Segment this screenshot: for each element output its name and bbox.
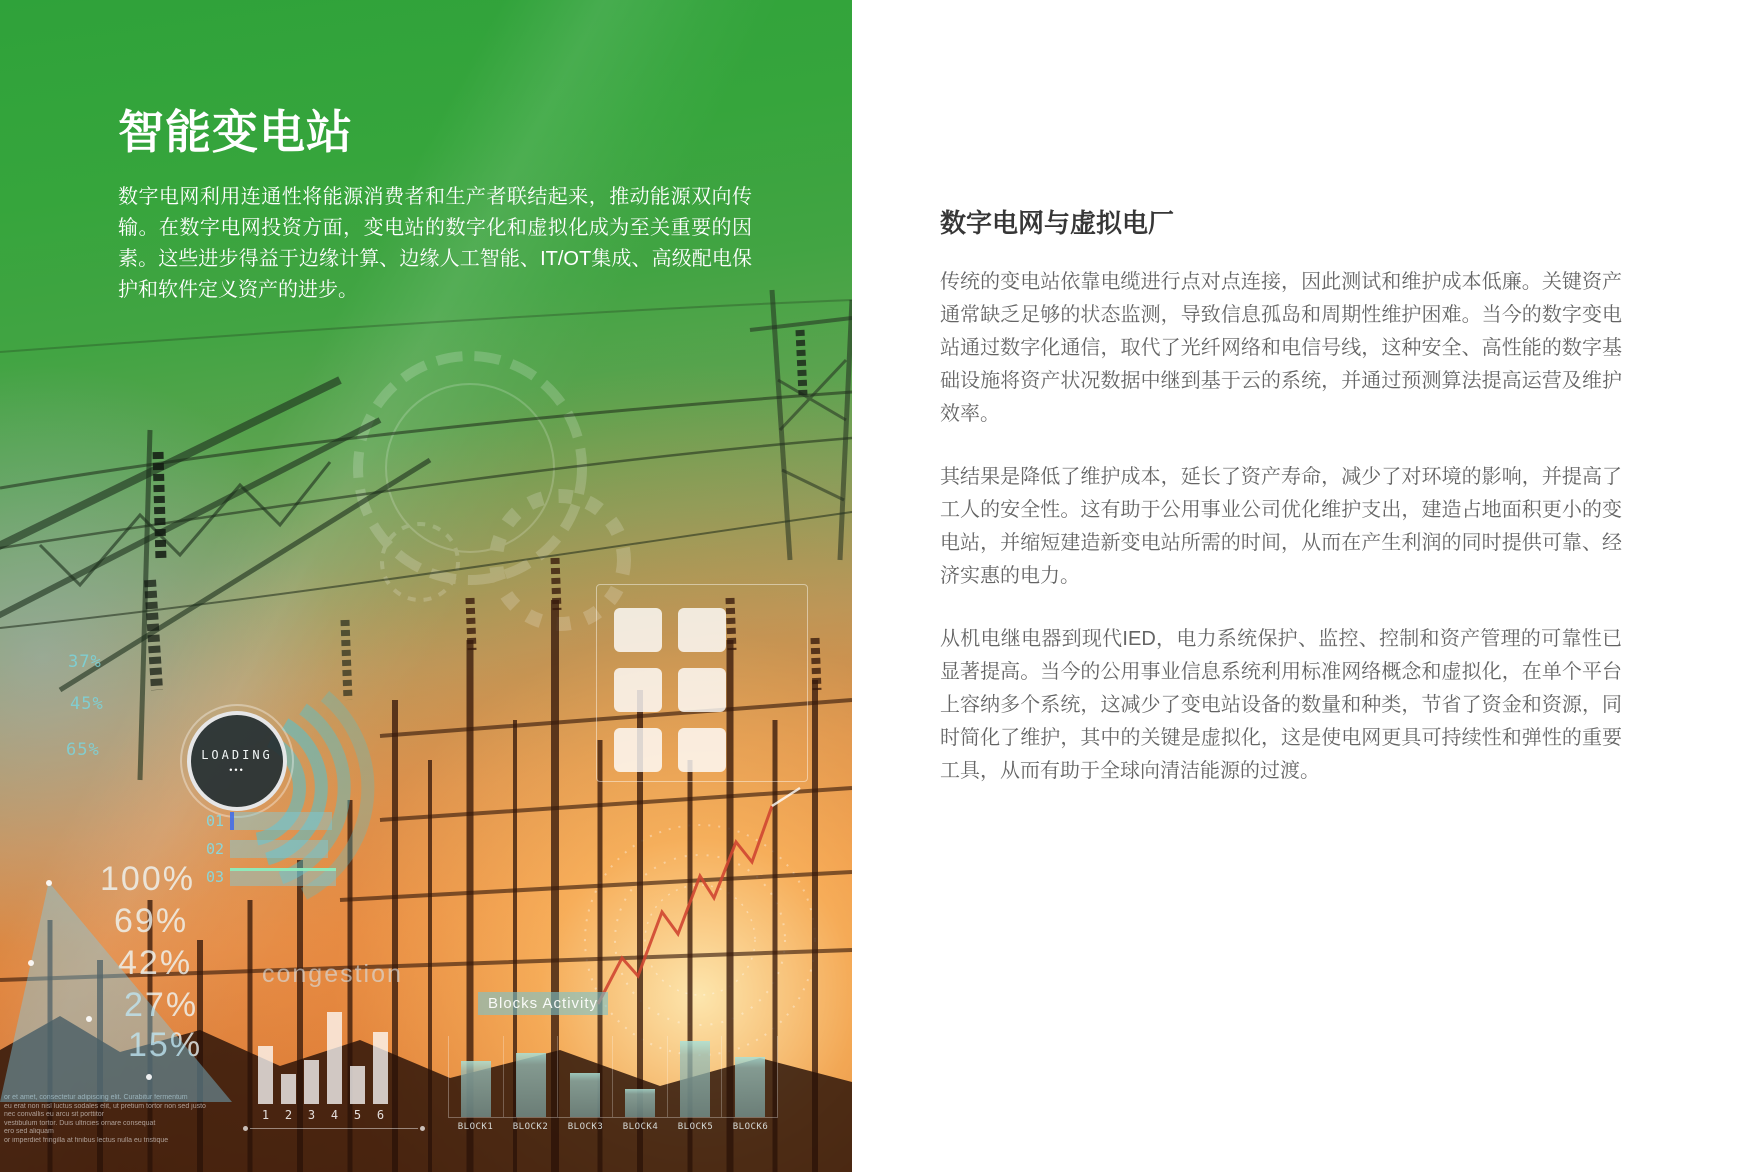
hud-percent-large: 69% xyxy=(114,902,189,940)
axis-number: 3 xyxy=(307,1108,316,1122)
loading-gauge xyxy=(187,711,287,811)
block-label: BLOCK2 xyxy=(512,1122,549,1132)
mini-bar xyxy=(350,1066,365,1104)
tile xyxy=(614,608,662,652)
block-bar xyxy=(735,1057,765,1117)
mini-bar-chart xyxy=(258,1000,408,1104)
tile xyxy=(614,728,662,772)
axis-rule xyxy=(250,1128,418,1129)
axis-number: 2 xyxy=(284,1108,293,1122)
block-label: BLOCK3 xyxy=(567,1122,604,1132)
blocks-activity-label: Blocks Activity xyxy=(478,992,608,1015)
loading-label: LOADING xyxy=(201,747,273,762)
dotted-wheel-icon xyxy=(585,825,815,1055)
blocks-bar-chart xyxy=(448,1036,778,1118)
fine-print-line: vestibulum tortor. Duis ultricies ornare consequat xyxy=(4,1119,156,1127)
hud-percent-small: 65% xyxy=(66,740,100,760)
tile-grid xyxy=(614,608,726,772)
loading-dots-icon: ••• xyxy=(229,764,245,775)
block-bar xyxy=(516,1053,546,1117)
node-dot-icon xyxy=(146,1074,152,1080)
channel-bar xyxy=(230,840,328,858)
fine-print-line: ero sed aliquam xyxy=(4,1128,54,1135)
axis-number: 4 xyxy=(330,1108,339,1122)
block-cell xyxy=(449,1036,504,1117)
page-title: 智能变电站 xyxy=(118,106,353,158)
body-paragraph-3: 从机电继电器到现代IED，电力系统保护、监控、控制和资产管理的可靠性已显著提高。当今的公用事业信息系统利用标准网络概念和虚拟化，在单个平台上容纳多个系统，这减少了变电站设备的数量和种类，节省了资金和资源，同时简化了维护，其中的关键是虚拟化，这是使电网更具可持续性和弹性的重要工具，从而有助于全球向清洁能源的过渡。 xyxy=(940,628,1622,782)
axis-number: 1 xyxy=(261,1108,270,1122)
node-dot-icon xyxy=(86,1016,92,1022)
hud-percent-large: 100% xyxy=(100,860,195,898)
hud-percent-large: 27% xyxy=(124,986,199,1024)
block-label: BLOCK6 xyxy=(732,1122,769,1132)
channel-bar xyxy=(230,812,332,830)
congestion-label: congestion xyxy=(262,960,403,988)
trend-line-icon xyxy=(598,788,800,1004)
hud-percent-large: 42% xyxy=(118,944,193,982)
hud-percent-large: 15% xyxy=(128,1026,203,1064)
block-label: BLOCK5 xyxy=(677,1122,714,1132)
mini-bar xyxy=(304,1060,319,1104)
channel-row xyxy=(196,812,332,830)
mini-bar xyxy=(373,1032,388,1104)
channel-label: 02 xyxy=(205,840,224,858)
channel-row xyxy=(196,868,336,886)
fine-print-line: eu erat non nisl luctus sodales elit, ut pretium tortor non sed justo xyxy=(4,1102,206,1110)
fine-print-line: or imperdiet fringilla at finibus lectus nulla eu tristique xyxy=(4,1136,169,1144)
article-column xyxy=(940,203,1622,818)
mini-bar xyxy=(327,1012,342,1104)
block-cell xyxy=(613,1036,668,1117)
axis-number: 6 xyxy=(376,1108,385,1122)
mini-bar xyxy=(281,1074,296,1104)
channel-label: 03 xyxy=(205,868,224,886)
node-dot-icon xyxy=(46,880,52,886)
section-heading: 数字电网与虚拟电厂 xyxy=(940,208,1175,238)
fine-print-line: or et amet, consectetur adipiscing elit. Curabitur fermentum xyxy=(4,1094,188,1101)
body-paragraph-2: 其结果是降低了维护成本，延长了资产寿命，减少了对环境的影响，并提高了工人的安全性。这有助于公用事业公司优化维护支出，建造占地面积更小的变电站，并缩短建造新变电站所需的时间，从而在产生利润的同时提供可靠、经济实惠的电力。 xyxy=(940,466,1622,587)
channel-bar xyxy=(230,868,336,886)
axis-number: 5 xyxy=(353,1108,362,1122)
block-cell xyxy=(504,1036,559,1117)
mini-bar xyxy=(258,1046,273,1104)
mini-bar-axis xyxy=(258,1108,408,1122)
body-paragraph-1: 传统的变电站依靠电缆进行点对点连接，因此测试和维护成本低廉。关键资产通常缺乏足够的状态监测，导致信息孤岛和周期性维护困难。当今的数字变电站通过数字化通信，取代了光纤网络和电信号线，这种安全、高性能的数字基础设施将资产状况数据中继到基于云的系统，并通过预测算法提高运营及维护效率。 xyxy=(940,271,1622,425)
block-label: BLOCK4 xyxy=(622,1122,659,1132)
block-bar xyxy=(625,1089,655,1117)
hud-percent-small: 45% xyxy=(70,694,104,714)
tile xyxy=(678,608,726,652)
channel-label: 01 xyxy=(205,812,224,830)
tile xyxy=(678,668,726,712)
block-cell xyxy=(722,1036,777,1117)
block-bar xyxy=(680,1041,710,1117)
node-dot-icon xyxy=(28,960,34,966)
intro-paragraph: 数字电网利用连通性将能源消费者和生产者联结起来，推动能源双向传输。在数字电网投资方面，变电站的数字化和虚拟化成为至关重要的因素。这些进步得益于边缘计算、边缘人工智能、IT/OT集成、高级配电保护和软件定义资产的进步。 xyxy=(118,186,752,301)
block-bar xyxy=(570,1073,600,1117)
tile xyxy=(614,668,662,712)
block-label: BLOCK1 xyxy=(457,1122,494,1132)
fine-print-line: nec convallis eu arcu sit porttitor xyxy=(4,1111,104,1118)
block-cell xyxy=(558,1036,613,1117)
tile xyxy=(678,728,726,772)
left-hero-panel xyxy=(0,0,852,1172)
blocks-label-row xyxy=(448,1122,778,1132)
block-bar xyxy=(461,1061,491,1117)
channel-row xyxy=(196,840,328,858)
block-cell xyxy=(668,1036,723,1117)
hud-percent-small: 37% xyxy=(68,652,102,672)
